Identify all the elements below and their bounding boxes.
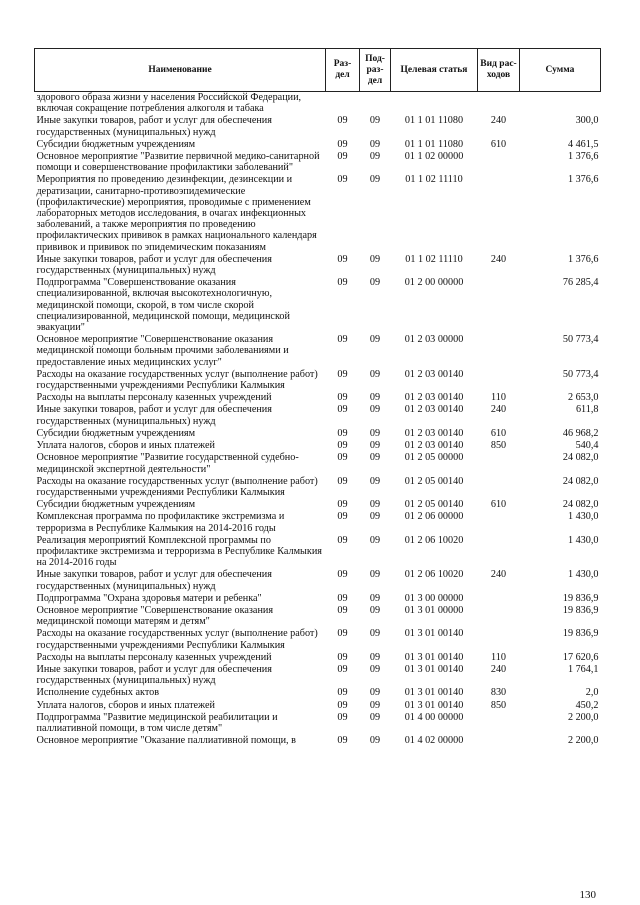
row-vid-rashodov: 240 [490,253,507,265]
row-celevaya-statya: 01 2 05 00140 [404,475,464,487]
row-name: Расходы на выплаты персоналу казенных учреждений [36,651,272,663]
header-podrazdel: Под-раз-дел [360,49,391,92]
row-summa: 2 200,0 [567,735,599,747]
row-celevaya-statya: 01 2 05 00000 [404,452,464,464]
table-row [35,92,601,115]
row-name: Мероприятия по проведению дезинфекции, дезинсекции и дератизации, санитарно-противоэпидемические (профилактические) мероприятия, проводимые с применением лабораторных методов исследования, в очагах инфекционных заболеваний, а также мероприятия по проведению профилактических прививок в рамках национального календаря прививок и прививок по эпидемическим показаниям [36,174,317,253]
row-summa: 19 836,9 [562,604,599,616]
table-body [35,92,601,747]
header-celevaya-statya: Целевая статья [391,49,478,92]
row-celevaya-statya: 01 2 00 00000 [404,277,464,289]
row-podrazdel: 09 [369,368,381,380]
row-celevaya-statya: 01 3 01 00000 [404,604,464,616]
row-podrazdel: 09 [369,699,381,711]
row-name: Иные закупки товаров, работ и услуг для обеспечения государственных (муниципальных) нужд [36,663,272,687]
table-row [35,651,601,663]
row-vid-rashodov [478,173,520,252]
row-razdel: 09 [337,440,348,452]
row-celevaya-statya: 01 3 01 00140 [404,651,464,663]
row-celevaya-statya: 01 1 01 11080 [404,115,464,127]
table-row [35,114,601,137]
row-vid-rashodov [478,734,520,746]
row-razdel: 09 [337,711,348,723]
row-vid-rashodov: 850 [490,440,507,452]
table-row [35,253,601,276]
row-name: Основное мероприятие "Развитие первичной медико-санитарной помощи и совершенствование профилактики заболеваний" [36,151,320,174]
row-summa: 1 430,0 [567,569,599,581]
row-celevaya-statya: 01 2 03 00140 [404,427,464,439]
row-razdel: 09 [337,368,348,380]
table-row [35,427,601,439]
row-summa: 1 376,6 [567,253,599,265]
row-name: Исполнение судебных актов [36,687,160,699]
row-podrazdel: 09 [369,651,381,663]
row-name: Субсидии бюджетным учреждениям [36,499,196,511]
row-podrazdel: 09 [369,427,381,439]
row-name: Основное мероприятие "Совершенствование оказания медицинской помощи больным прочими заболеваниями и предоставление иных медицинских услуг" [36,334,289,368]
row-celevaya-statya: 01 2 03 00140 [404,440,464,452]
table-row [35,276,601,333]
header-vid-rashodov: Вид рас-ходов [478,49,520,92]
row-summa: 2 200,0 [567,711,599,723]
table-row [35,534,601,569]
table-row [35,403,601,426]
row-vid-rashodov [478,475,520,498]
row-name: Реализация мероприятий Комплексной программы по профилактике экстремизма и терроризма в Республике Калмыкия на 2014-2016 годы [36,534,322,569]
row-vid-rashodov: 240 [490,404,507,416]
row-celevaya-statya: 01 1 02 00000 [404,151,464,163]
row-celevaya-statya: 01 2 03 00140 [404,404,464,416]
row-name: Иные закупки товаров, работ и услуг для обеспечения государственных (муниципальных) нужд [36,404,272,427]
row-razdel: 09 [337,511,348,523]
row-razdel: 09 [337,253,348,265]
row-razdel: 09 [337,499,348,511]
row-razdel [326,92,360,115]
row-summa: 46 968,2 [562,427,599,439]
row-razdel: 09 [337,735,348,747]
row-razdel: 09 [337,427,348,439]
row-summa: 450,2 [575,699,599,711]
row-celevaya-statya: 01 2 06 10020 [404,534,464,546]
row-razdel: 09 [337,569,348,581]
row-razdel: 09 [337,663,348,675]
row-summa: 1 430,0 [567,534,599,546]
row-razdel: 09 [337,452,348,464]
row-name: Комплексная программа по профилактике экстремизма и терроризма в Республике Калмыкия на 2014-2016 годы [36,511,285,534]
row-name: Субсидии бюджетным учреждениям [36,427,196,439]
row-podrazdel: 09 [369,151,381,163]
table-row [35,663,601,686]
row-summa [520,92,601,115]
row-celevaya-statya: 01 3 00 00000 [404,592,464,604]
table-row [35,568,601,591]
table-row [35,734,601,746]
row-summa: 300,0 [575,115,599,127]
row-name: Расходы на выплаты персоналу казенных учреждений [36,392,272,404]
row-podrazdel: 09 [369,174,381,186]
row-celevaya-statya: 01 3 01 00140 [404,687,464,699]
row-celevaya-statya: 01 3 01 00140 [404,663,464,675]
row-name: Расходы на оказание государственных услуг (выполнение работ) государственными учреждениями Республики Калмыкия [36,475,318,498]
row-celevaya-statya: 01 1 01 11080 [404,138,464,150]
table-row [35,592,601,604]
row-razdel: 09 [337,277,348,289]
row-podrazdel: 09 [369,452,381,464]
row-summa: 1 430,0 [567,511,599,523]
table-row [35,475,601,498]
row-razdel: 09 [337,592,348,604]
row-summa: 24 082,0 [562,452,599,464]
row-name: Субсидии бюджетным учреждениям [36,138,196,150]
row-podrazdel: 09 [369,404,381,416]
row-vid-rashodov: 240 [490,569,507,581]
row-celevaya-statya: 01 4 00 00000 [404,711,464,723]
table-row [35,138,601,150]
row-summa: 50 773,4 [562,334,599,346]
row-razdel: 09 [337,404,348,416]
table-row [35,391,601,403]
table-row [35,333,601,368]
row-podrazdel: 09 [369,499,381,511]
row-summa: 1 376,6 [567,151,599,163]
row-vid-rashodov: 610 [490,138,507,150]
row-vid-rashodov [478,150,520,173]
row-vid-rashodov: 110 [491,392,506,404]
row-razdel: 09 [337,651,348,663]
table-row [35,439,601,451]
row-podrazdel [360,92,391,115]
row-vid-rashodov: 830 [490,687,507,699]
row-celevaya-statya: 01 2 05 00140 [404,499,464,511]
row-name: Основное мероприятие "Совершенствование оказания медицинской помощи матерям и детям" [36,604,274,628]
row-celevaya-statya: 01 4 02 00000 [404,735,464,747]
row-vid-rashodov [478,592,520,604]
row-name: здорового образа жизни у населения Российской Федерации, включая сокращение потребления алкоголя и табака [36,92,302,115]
row-vid-rashodov [478,534,520,569]
row-vid-rashodov: 610 [490,427,507,439]
row-vid-rashodov [478,276,520,333]
page-number: 130 [579,889,596,901]
row-celevaya-statya: 01 2 03 00140 [404,392,464,404]
row-vid-rashodov [478,368,520,391]
row-celevaya-statya: 01 3 01 00140 [404,628,464,640]
row-razdel: 09 [337,151,348,163]
row-vid-rashodov [478,604,520,627]
row-podrazdel: 09 [369,592,381,604]
row-name: Основное мероприятие "Развитие государственной судебно-медицинской экспертной деятельности" [36,452,299,475]
row-podrazdel: 09 [369,663,381,675]
row-vid-rashodov [478,627,520,650]
row-summa: 2 653,0 [567,392,599,404]
row-podrazdel: 09 [369,534,381,546]
row-name: Иные закупки товаров, работ и услуг для обеспечения государственных (муниципальных) нужд [36,569,272,592]
row-vid-rashodov [478,333,520,368]
row-razdel: 09 [337,699,348,711]
row-summa: 1 376,6 [567,174,599,186]
row-razdel: 09 [337,687,348,699]
table-row [35,510,601,533]
row-summa: 24 082,0 [562,499,599,511]
row-podrazdel: 09 [369,687,381,699]
row-vid-rashodov [478,451,520,474]
row-name: Подпрограмма "Охрана здоровья матери и ребенка" [36,592,262,604]
row-podrazdel: 09 [369,604,381,616]
row-name: Расходы на оказание государственных услуг (выполнение работ) государственными учреждениями Республики Калмыкия [36,628,318,651]
row-vid-rashodov [478,510,520,533]
row-razdel: 09 [337,604,348,616]
row-name: Подпрограмма "Развитие медицинской реабилитации и паллиативной помощи, в том числе детям" [36,711,278,734]
row-name: Уплата налогов, сборов и иных платежей [36,440,215,452]
table-row [35,150,601,173]
row-summa: 19 836,9 [562,592,599,604]
row-vid-rashodov: 850 [490,699,507,711]
row-name: Подпрограмма "Совершенствование оказания специализированной, включая высокотехнологичную, медицинской помощи, скорой, в том числе скорой специализированной, медицинской помощи, медицинской эвакуации" [36,277,290,334]
row-name: Иные закупки товаров, работ и услуг для обеспечения государственных (муниципальных) нужд [36,115,272,138]
table-row [35,451,601,474]
row-name: Уплата налогов, сборов и иных платежей [36,699,215,711]
row-podrazdel: 09 [369,253,381,265]
row-razdel: 09 [337,115,348,127]
table-row [35,627,601,650]
table-row [35,686,601,698]
row-podrazdel: 09 [369,138,381,150]
row-razdel: 09 [337,392,348,404]
row-celevaya-statya: 01 2 06 00000 [404,511,464,523]
row-podrazdel: 09 [369,475,381,487]
row-vid-rashodov [478,92,520,115]
row-razdel: 09 [337,475,348,487]
header-name: Наименование [35,49,326,92]
row-celevaya-statya [391,92,478,115]
row-summa: 2,0 [585,687,599,699]
row-razdel: 09 [337,534,348,546]
row-summa: 540,4 [575,440,599,452]
row-celevaya-statya: 01 3 01 00140 [404,699,464,711]
row-podrazdel: 09 [369,334,381,346]
row-summa: 1 764,1 [567,663,599,675]
row-celevaya-statya: 01 2 03 00000 [404,334,464,346]
row-summa: 50 773,4 [562,368,599,380]
table-row [35,368,601,391]
table-row [35,498,601,510]
row-podrazdel: 09 [369,277,381,289]
row-summa: 4 461,5 [567,138,599,150]
row-podrazdel: 09 [369,511,381,523]
row-podrazdel: 09 [369,628,381,640]
row-celevaya-statya: 01 2 06 10020 [404,569,464,581]
table-row [35,699,601,711]
table-row [35,604,601,627]
row-podrazdel: 09 [369,569,381,581]
row-summa: 611,8 [575,404,599,416]
table-row [35,711,601,734]
header-summa: Сумма [520,49,601,92]
budget-table [34,48,601,746]
row-celevaya-statya: 01 2 03 00140 [404,368,464,380]
row-summa: 24 082,0 [562,475,599,487]
row-vid-rashodov [478,711,520,734]
row-name: Основное мероприятие "Оказание паллиативной помощи, в [36,735,296,747]
row-vid-rashodov: 240 [490,663,507,675]
row-podrazdel: 09 [369,115,381,127]
row-summa: 76 285,4 [562,277,599,289]
table-header-row [35,49,601,92]
row-vid-rashodov: 110 [491,651,506,663]
table-row [35,173,601,252]
row-summa: 19 836,9 [562,628,599,640]
row-vid-rashodov: 610 [490,499,507,511]
row-summa: 17 620,6 [562,651,599,663]
row-podrazdel: 09 [369,735,381,747]
row-name: Иные закупки товаров, работ и услуг для обеспечения государственных (муниципальных) нужд [36,253,272,277]
row-celevaya-statya: 01 1 02 11110 [405,253,463,265]
row-razdel: 09 [337,138,348,150]
row-podrazdel: 09 [369,440,381,452]
row-podrazdel: 09 [369,711,381,723]
row-razdel: 09 [337,334,348,346]
row-razdel: 09 [337,628,348,640]
header-razdel: Раз-дел [326,49,360,92]
row-vid-rashodov: 240 [490,115,507,127]
row-celevaya-statya: 01 1 02 11110 [405,174,463,186]
row-razdel: 09 [337,174,348,186]
row-name: Расходы на оказание государственных услуг (выполнение работ) государственными учреждениями Республики Калмыкия [36,368,318,392]
row-podrazdel: 09 [369,392,381,404]
